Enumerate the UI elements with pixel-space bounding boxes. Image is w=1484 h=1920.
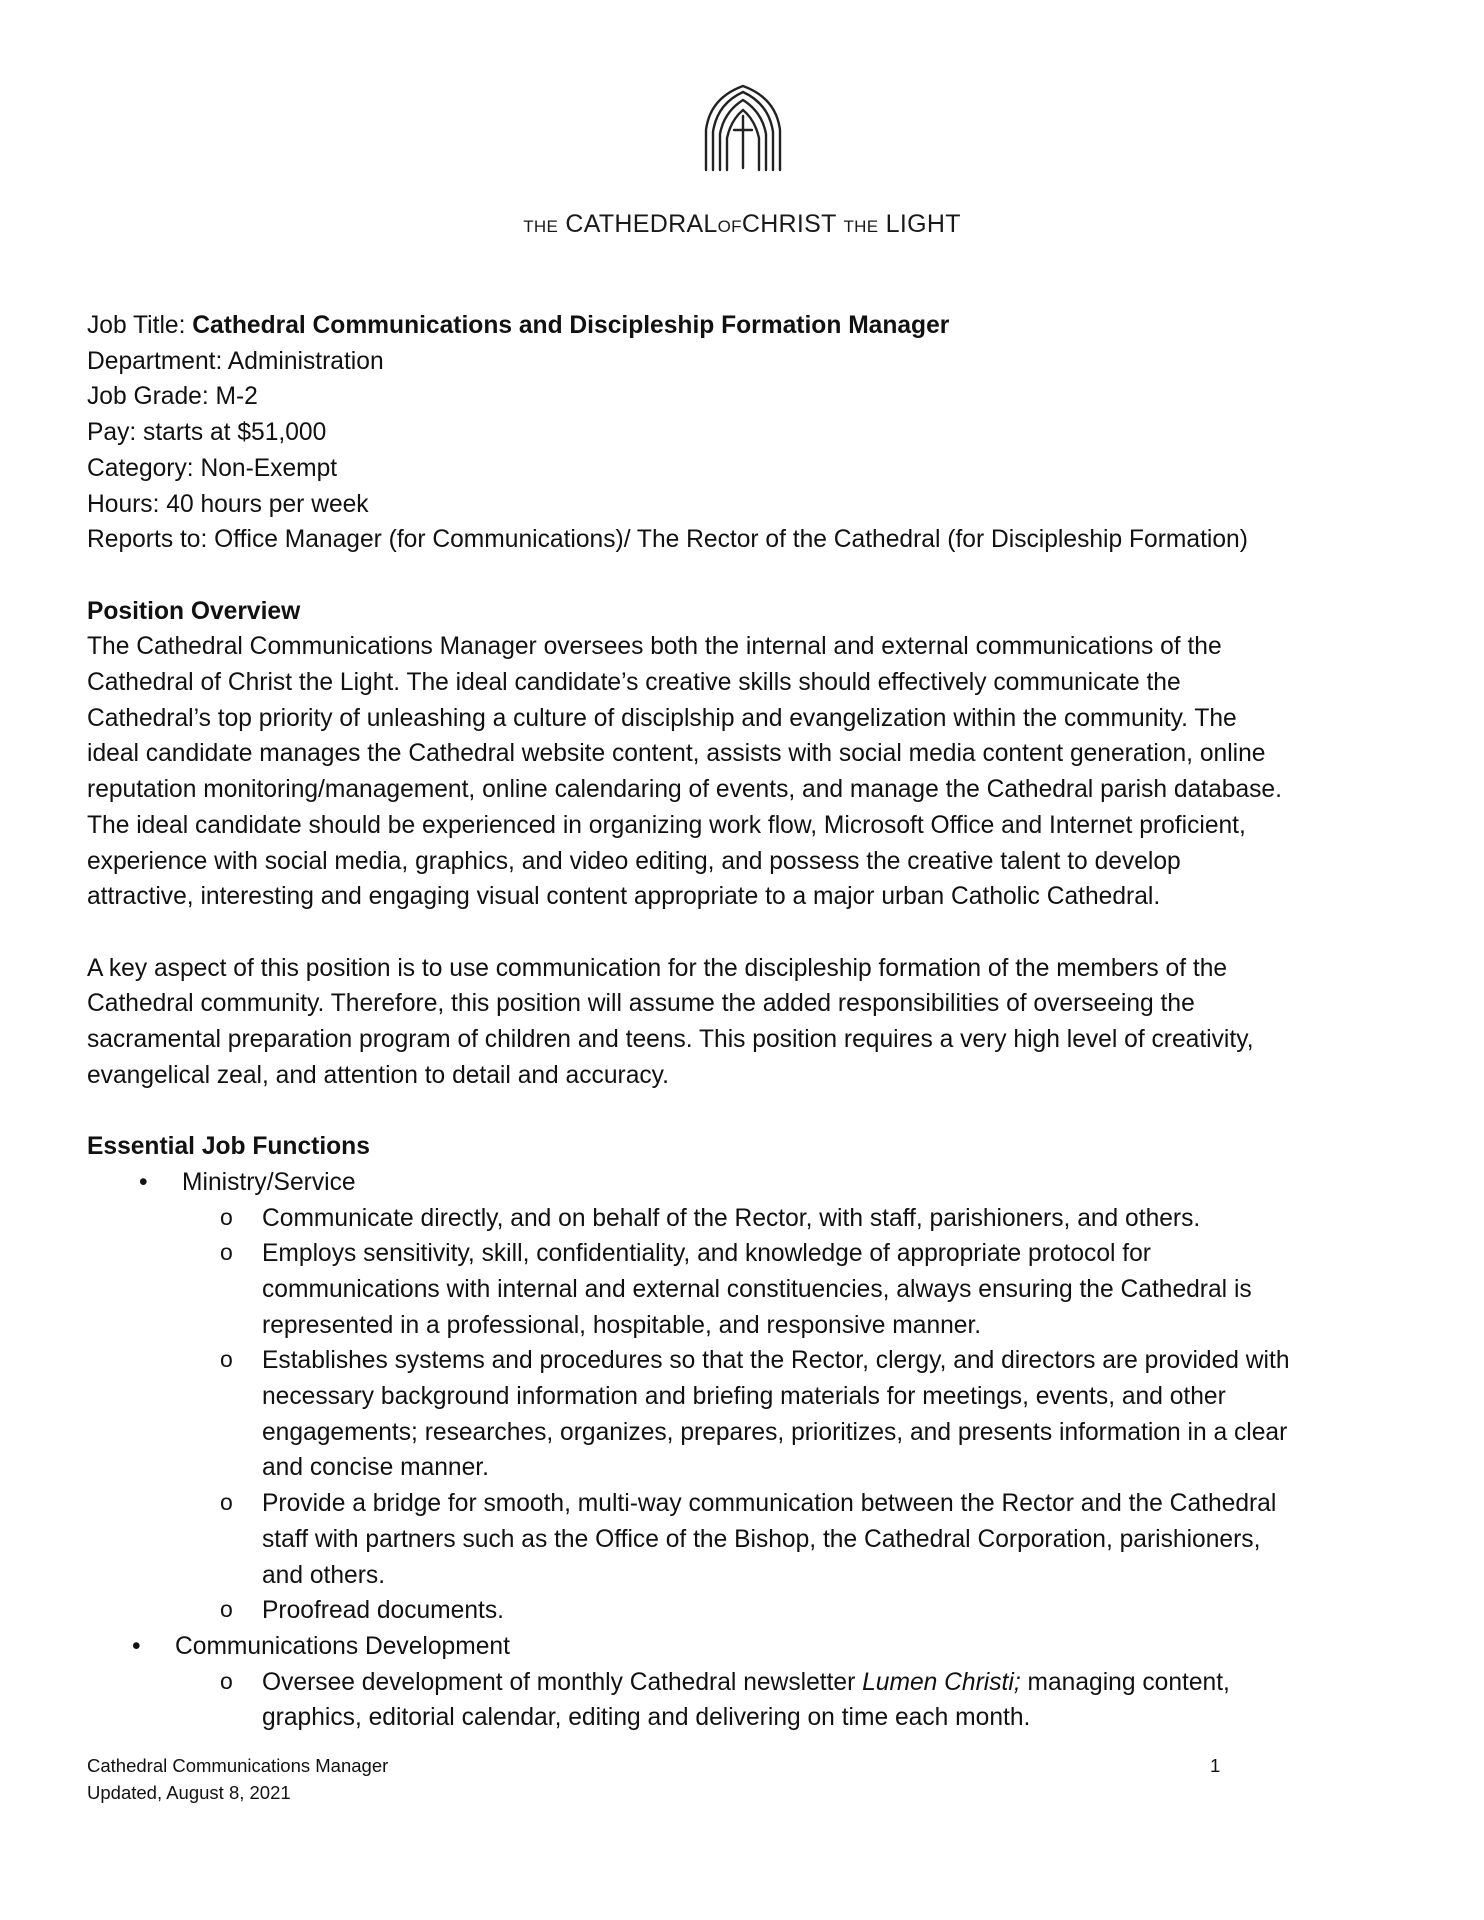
newsletter-text-end: managing content, bbox=[1020, 1668, 1230, 1696]
sub-list-item bbox=[87, 1236, 1417, 1343]
hollow-bullet-icon: o bbox=[220, 1239, 233, 1266]
overview-p1-line: Cathedral’s top priority of unleashing a culture of disciplship and evangelization within the community. The bbox=[87, 704, 1237, 732]
overview-p1-line: attractive, interesting and engaging visual content appropriate to a major urban Catholic Cathedral. bbox=[87, 883, 1161, 911]
essential-functions-heading: Essential Job Functions bbox=[87, 1133, 370, 1161]
hollow-bullet-icon: o bbox=[220, 1203, 233, 1230]
org-name-light: LIGHT bbox=[885, 210, 961, 238]
sub-item-line: represented in a professional, hospitable, and responsive manner. bbox=[262, 1311, 982, 1339]
job-grade-line: Job Grade: M-2 bbox=[87, 383, 258, 411]
sub-list-item bbox=[87, 1343, 1417, 1486]
sub-item-line: Establishes systems and procedures so that the Rector, clergy, and directors are provided with bbox=[262, 1347, 1290, 1375]
org-name-christ: CHRIST bbox=[741, 210, 837, 238]
sub-item-line: Proofread documents. bbox=[262, 1597, 504, 1625]
sub-item-line bbox=[262, 1665, 1417, 1701]
department-line: Department: Administration bbox=[87, 347, 384, 375]
overview-p2-line: A key aspect of this position is to use communication for the discipleship formation of the members of the bbox=[87, 954, 1228, 982]
cathedral-arch-cross-icon bbox=[700, 82, 786, 176]
footer-updated-date: Updated, August 8, 2021 bbox=[87, 1782, 291, 1803]
sub-item-line: and concise manner. bbox=[262, 1454, 489, 1482]
overview-p1-line: Cathedral of Christ the Light. The ideal candidate’s creative skills should effectively communicate the bbox=[87, 669, 1181, 697]
sub-item-line: Provide a bridge for smooth, multi-way communication between the Rector and the Cathedral bbox=[262, 1490, 1277, 1518]
organization-name bbox=[0, 210, 1484, 239]
bullet-icon: • bbox=[139, 1168, 148, 1196]
position-overview-heading: Position Overview bbox=[87, 597, 301, 625]
newsletter-text: Oversee development of monthly Cathedral newsletter bbox=[262, 1668, 863, 1696]
overview-p1-line: The ideal candidate should be experienced in organizing work flow, Microsoft Office and Internet proficient, bbox=[87, 811, 1246, 839]
hollow-bullet-icon: o bbox=[220, 1596, 233, 1623]
hours-line: Hours: 40 hours per week bbox=[87, 490, 369, 518]
sub-item-line: and others. bbox=[262, 1561, 386, 1589]
sub-list-item bbox=[87, 1665, 1417, 1736]
overview-p1-line: ideal candidate manages the Cathedral website content, assists with social media content generation, online bbox=[87, 740, 1266, 768]
page-number: 1 bbox=[1210, 1755, 1221, 1776]
org-name-the-2: THE bbox=[843, 217, 879, 236]
category-line: Category: Non-Exempt bbox=[87, 454, 338, 482]
sub-item-line: Employs sensitivity, skill, confidentiality, and knowledge of appropriate protocol for bbox=[262, 1240, 1152, 1268]
sub-list-item bbox=[87, 1486, 1417, 1593]
org-name-of: OF bbox=[717, 217, 742, 236]
sub-item-line: graphics, editorial calendar, editing and delivering on time each month. bbox=[262, 1704, 1031, 1732]
job-title-label: Job Title: bbox=[87, 312, 193, 339]
sub-list-item bbox=[87, 1201, 1417, 1237]
sub-list-item bbox=[87, 1593, 1417, 1629]
overview-paragraph-2 bbox=[87, 951, 1417, 1094]
org-name-cathedral: CATHEDRAL bbox=[565, 210, 718, 238]
overview-p1-line: experience with social media, graphics, and video editing, and possess the creative talent to develop bbox=[87, 847, 1181, 875]
list-item-ministry bbox=[87, 1165, 1417, 1201]
overview-p2-line: sacramental preparation program of children and teens. This position requires a very high level of creativity, bbox=[87, 1026, 1254, 1054]
overview-p1-line: reputation monitoring/management, online calendaring of events, and manage the Cathedral parish database. bbox=[87, 776, 1282, 804]
newsletter-title: Lumen Christi; bbox=[862, 1668, 1021, 1696]
sub-item-line: engagements; researches, organizes, prepares, prioritizes, and presents information in a clear bbox=[262, 1418, 1288, 1446]
footer-document-name: Cathedral Communications Manager bbox=[87, 1755, 389, 1776]
hollow-bullet-icon: o bbox=[220, 1667, 233, 1694]
job-title-value: Cathedral Communications and Discipleship Formation Manager bbox=[192, 312, 950, 339]
overview-paragraph-1 bbox=[87, 629, 1417, 915]
pay-line: Pay: starts at $51,000 bbox=[87, 419, 327, 447]
sub-item-line: staff with partners such as the Office of the Bishop, the Cathedral Corporation, parishioners, bbox=[262, 1525, 1261, 1553]
overview-p2-line: evangelical zeal, and attention to detail and accuracy. bbox=[87, 1061, 669, 1089]
overview-p2-line: Cathedral community. Therefore, this position will assume the added responsibilities of overseeing the bbox=[87, 990, 1195, 1018]
page-footer bbox=[87, 1752, 388, 1806]
job-title-line bbox=[87, 308, 1417, 344]
communications-label: Communications Development bbox=[175, 1632, 510, 1660]
sub-item-line: Communicate directly, and on behalf of the Rector, with staff, parishioners, and others. bbox=[262, 1204, 1201, 1232]
document-body bbox=[87, 308, 1417, 1736]
ministry-label: Ministry/Service bbox=[182, 1168, 356, 1196]
sub-item-line: necessary background information and briefing materials for meetings, events, and other bbox=[262, 1383, 1226, 1411]
list-item-communications bbox=[87, 1629, 1417, 1665]
hollow-bullet-icon: o bbox=[220, 1346, 233, 1373]
org-name-the: THE bbox=[523, 217, 559, 236]
bullet-icon: • bbox=[132, 1632, 141, 1660]
hollow-bullet-icon: o bbox=[220, 1489, 233, 1516]
sub-item-line: communications with internal and external constituencies, always ensuring the Cathedral is bbox=[262, 1275, 1252, 1303]
reports-to-line: Reports to: Office Manager (for Communications)/ The Rector of the Cathedral (for Discipleship Formation) bbox=[87, 526, 1248, 554]
overview-p1-line: The Cathedral Communications Manager oversees both the internal and external communications of the bbox=[87, 633, 1222, 661]
